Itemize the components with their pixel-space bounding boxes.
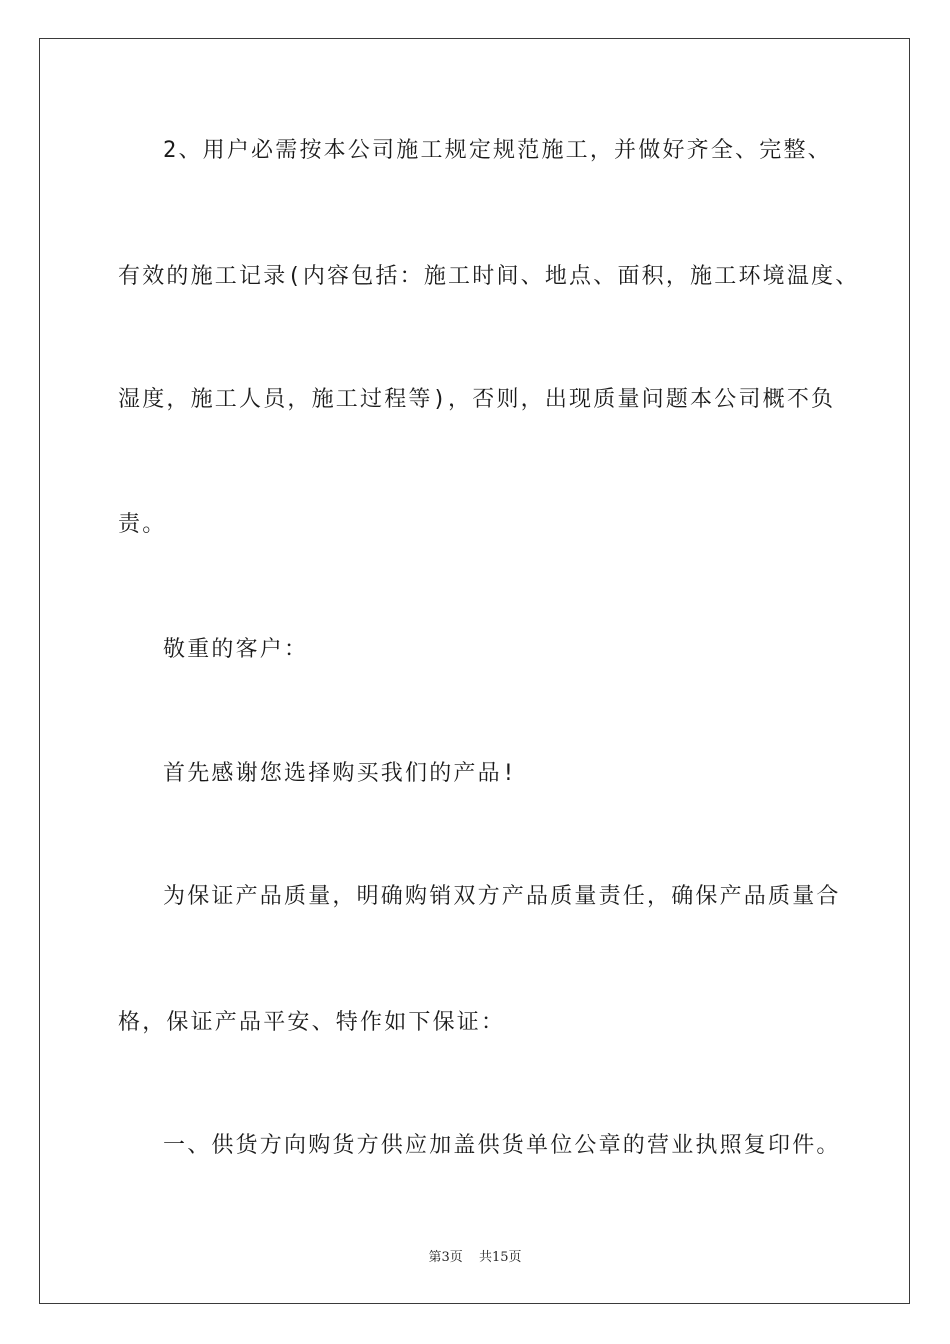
paragraph-line: 湿度，施工人员，施工过程等)，否则，出现质量问题本公司概不负 — [118, 387, 836, 412]
paragraph-line: 2、用户必需按本公司施工规定规范施工，并做好齐全、完整、 — [163, 138, 832, 163]
paragraph-line: 为保证产品质量，明确购销双方产品质量责任，确保产品质量合 — [163, 884, 841, 909]
paragraph-line: 格，保证产品平安、特作如下保证： — [118, 1010, 506, 1035]
paragraph-line: 一、供货方向购货方供应加盖供货单位公章的营业执照复印件。 — [163, 1133, 841, 1158]
page-footer — [0, 1246, 950, 1265]
paragraph-line: 首先感谢您选择购买我们的产品! — [163, 761, 518, 786]
paragraph-line: 有效的施工记录(内容包括：施工时间、地点、面积，施工环境温度、 — [118, 264, 860, 289]
paragraph-line: 责。 — [118, 512, 167, 537]
page-total: 共15页 — [478, 1250, 522, 1265]
page-number: 第3页 — [428, 1250, 463, 1265]
salutation: 敬重的客户： — [163, 637, 309, 662]
page-frame — [39, 38, 910, 1304]
